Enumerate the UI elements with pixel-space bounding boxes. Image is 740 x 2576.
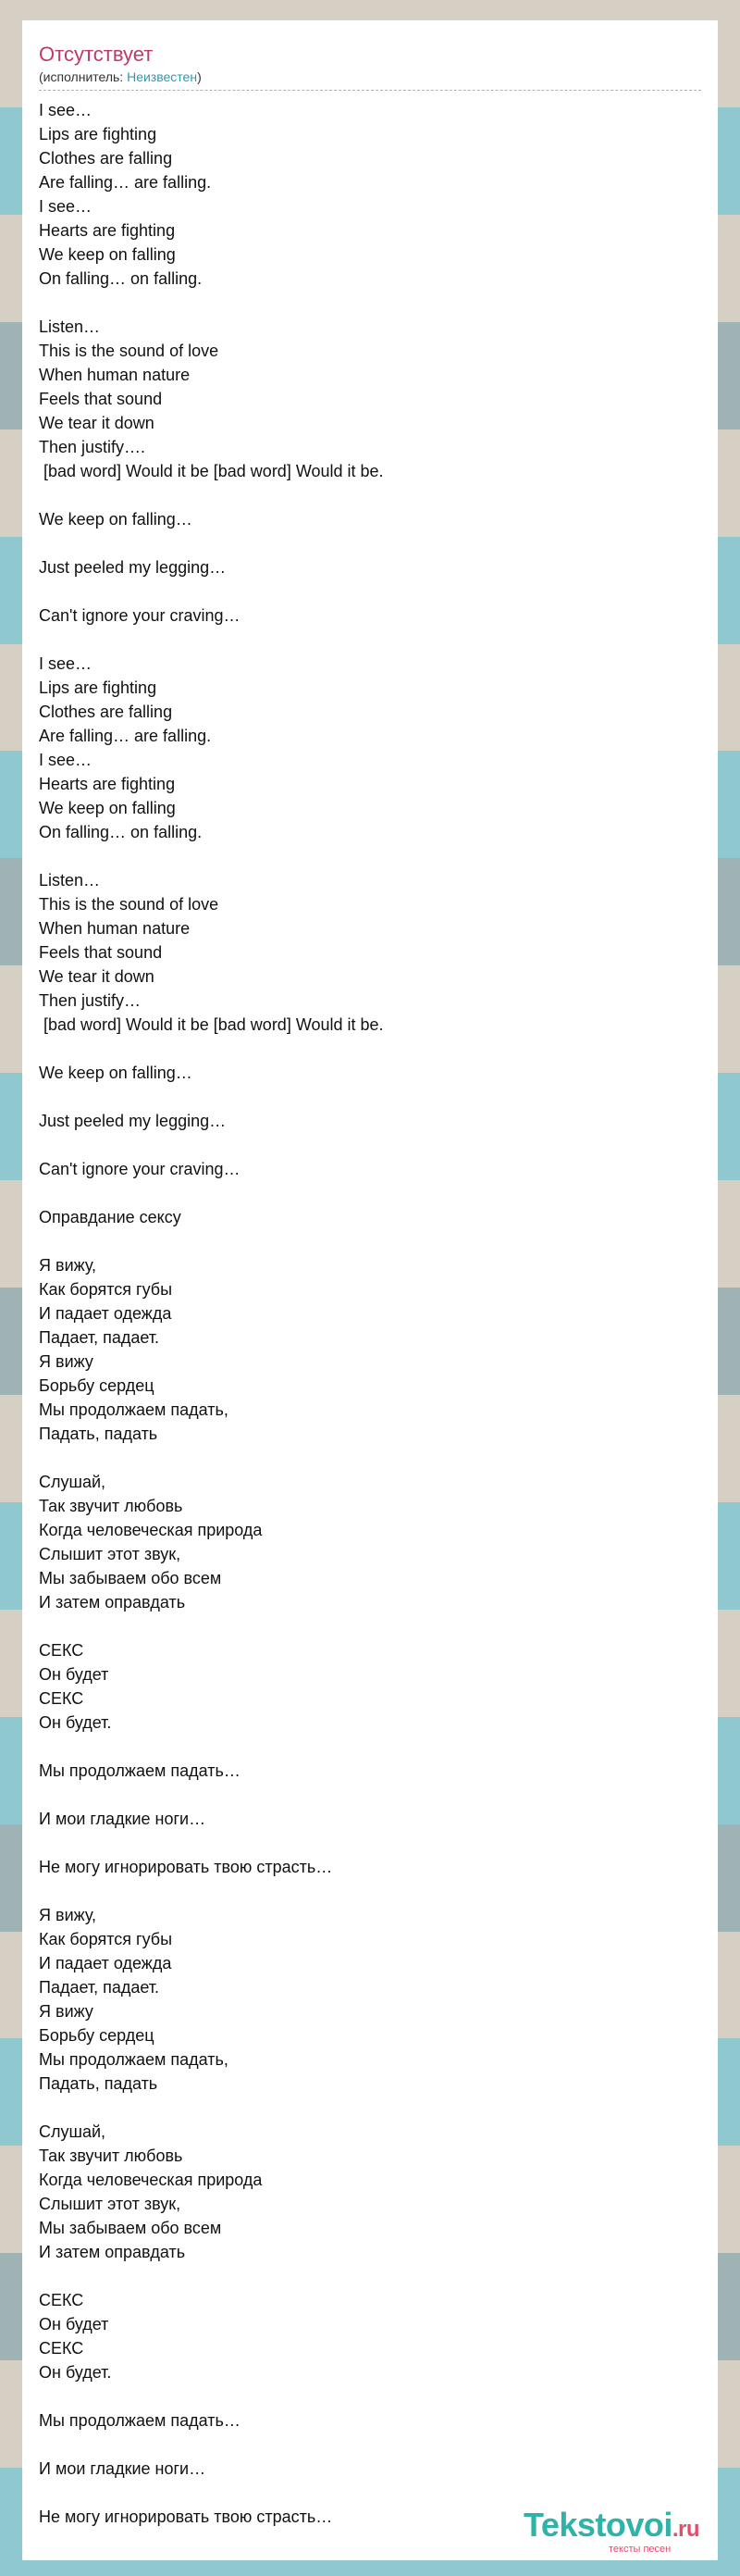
lyrics-card — [22, 20, 718, 2560]
lyric-line: Lips are fighting — [39, 678, 157, 697]
lyric-line — [39, 2384, 701, 2408]
lyric-line — [39, 531, 701, 555]
site-logo[interactable] — [524, 2507, 718, 2557]
lyric-line: Падает, падает. — [39, 1328, 160, 1347]
lyric-line: Just peeled my legging… — [39, 1112, 227, 1130]
lyric-line: We keep on falling… — [39, 510, 192, 529]
lyric-line: Борьбу сердец — [39, 2026, 154, 2045]
lyric-line: Падает, падает. — [39, 1978, 160, 1997]
lyric-line: Я вижу — [39, 1352, 93, 1371]
lyric-line: Мы продолжаем падать, — [39, 1400, 228, 1419]
lyric-line: Мы продолжаем падать, — [39, 2050, 228, 2069]
lyric-line — [39, 1037, 701, 1061]
lyric-line: Падать, падать — [39, 1425, 158, 1443]
lyric-line: On falling… on falling. — [39, 269, 203, 288]
lyric-line: Как борятся губы — [39, 1930, 173, 1948]
lyric-line: Я вижу — [39, 2002, 93, 2021]
lyric-line — [39, 1229, 701, 1253]
lyric-line — [39, 291, 701, 315]
lyric-line: Just peeled my legging… — [39, 558, 227, 577]
lyric-line: I see… — [39, 751, 92, 769]
lyric-line: Feels that sound — [39, 390, 163, 408]
lyric-line: Не могу игнорировать твою страсть… — [39, 1858, 333, 1876]
lyric-line: I see… — [39, 197, 92, 216]
lyric-line: When human nature — [39, 366, 191, 384]
lyric-line: СЕКС — [39, 1689, 84, 1708]
lyric-line: Я вижу, — [39, 1256, 97, 1275]
lyric-line: Then justify…. — [39, 438, 146, 456]
lyric-line: Can't ignore your craving… — [39, 1160, 240, 1178]
lyric-line: СЕКС — [39, 1641, 84, 1660]
lyric-line — [39, 1181, 701, 1205]
artist-link[interactable]: Неизвестен — [127, 69, 198, 84]
lyric-line: И мои гладкие ноги… — [39, 1810, 206, 1828]
lyric-line — [39, 2481, 701, 2505]
lyric-line: This is the sound of love — [39, 895, 219, 914]
lyric-line: Как борятся губы — [39, 1280, 173, 1299]
lyric-line: Then justify… — [39, 991, 142, 1010]
lyric-line: I see… — [39, 101, 92, 119]
lyric-line: Hearts are fighting — [39, 221, 176, 240]
lyric-line: СЕКС — [39, 2339, 84, 2358]
lyric-line: Are falling… are falling. — [39, 173, 212, 192]
lyric-line: Слушай, — [39, 1473, 106, 1491]
lyric-line: Are falling… are falling. — [39, 727, 212, 745]
lyric-line: Listen… — [39, 317, 101, 336]
lyric-line: Feels that sound — [39, 943, 163, 962]
lyric-line — [39, 628, 701, 652]
lyric-line: Слышит этот звук, — [39, 1545, 181, 1563]
lyric-line: И затем оправдать — [39, 2243, 186, 2261]
lyric-line: И падает одежда — [39, 1304, 172, 1323]
lyrics-body — [39, 98, 701, 2529]
lyric-line — [39, 1783, 701, 1807]
lyric-line: We keep on falling… — [39, 1064, 192, 1082]
lyric-line: Так звучит любовь — [39, 1497, 183, 1515]
lyric-line: We tear it down — [39, 967, 154, 986]
lyric-line: Мы продолжаем падать… — [39, 2411, 240, 2430]
lyric-line — [39, 844, 701, 868]
lyric-line: Lips are fighting — [39, 125, 157, 143]
lyric-line: Так звучит любовь — [39, 2147, 183, 2165]
lyric-line: Не могу игнорировать твою страсть… — [39, 2508, 333, 2526]
lyric-line: Борьбу сердец — [39, 1376, 154, 1395]
logo-text: Tekstovoi — [524, 2506, 672, 2544]
lyric-line — [39, 2096, 701, 2120]
lyric-line: Он будет. — [39, 2363, 112, 2382]
logo-tagline: тексты песен — [609, 2544, 672, 2555]
lyric-line: И затем оправдать — [39, 1593, 186, 1612]
artist-suffix: ) — [197, 69, 202, 84]
lyric-line — [39, 1831, 701, 1855]
lyric-line: [bad word] Would it be [bad word] Would it be. — [39, 1015, 384, 1034]
lyric-line — [39, 1879, 701, 1903]
lyric-line: Оправдание сексу — [39, 1208, 181, 1226]
lyric-line: И падает одежда — [39, 1954, 172, 1972]
lyric-line — [39, 579, 701, 604]
lyric-line: When human nature — [39, 919, 191, 938]
song-meta — [39, 68, 701, 91]
lyric-line: Мы забываем обо всем — [39, 1569, 222, 1587]
lyric-line: И мои гладкие ноги… — [39, 2459, 206, 2478]
lyric-line: Слушай, — [39, 2122, 106, 2141]
lyric-line: [bad word] Would it be [bad word] Would it be. — [39, 462, 384, 480]
lyric-line: On falling… on falling. — [39, 823, 203, 841]
lyric-line: We tear it down — [39, 414, 154, 432]
lyric-line: Падать, падать — [39, 2074, 158, 2093]
lyric-line: Can't ignore your craving… — [39, 606, 240, 625]
lyric-line: Clothes are falling — [39, 149, 173, 168]
lyric-line — [39, 1614, 701, 1638]
lyric-line — [39, 1133, 701, 1157]
lyric-line: We keep on falling — [39, 245, 176, 264]
lyric-line: Мы забываем обо всем — [39, 2219, 222, 2237]
lyric-line: Когда человеческая природа — [39, 2171, 263, 2189]
lyric-line — [39, 1446, 701, 1470]
lyric-line — [39, 1735, 701, 1759]
lyric-line: I see… — [39, 654, 92, 673]
logo-tld: .ru — [672, 2517, 700, 2542]
lyric-line: Он будет. — [39, 1713, 112, 1732]
lyric-line: Мы продолжаем падать… — [39, 1761, 240, 1780]
song-title: Отсутствует — [39, 43, 154, 66]
lyric-line: Hearts are fighting — [39, 775, 176, 793]
lyric-line — [39, 483, 701, 507]
lyric-line: Listen… — [39, 871, 101, 890]
lyric-line: Я вижу, — [39, 1906, 97, 1924]
lyric-line: Он будет — [39, 2315, 109, 2333]
lyric-line: We keep on falling — [39, 799, 176, 817]
lyric-line: СЕКС — [39, 2291, 84, 2309]
lyric-line — [39, 2433, 701, 2457]
lyric-line — [39, 2264, 701, 2288]
artist-prefix: (исполнитель: — [39, 69, 128, 84]
lyric-line: This is the sound of love — [39, 342, 219, 360]
lyric-line: Он будет — [39, 1665, 109, 1684]
lyric-line: Когда человеческая природа — [39, 1521, 263, 1539]
lyric-line: Clothes are falling — [39, 703, 173, 721]
lyric-line — [39, 1085, 701, 1109]
lyric-line: Слышит этот звук, — [39, 2195, 181, 2213]
